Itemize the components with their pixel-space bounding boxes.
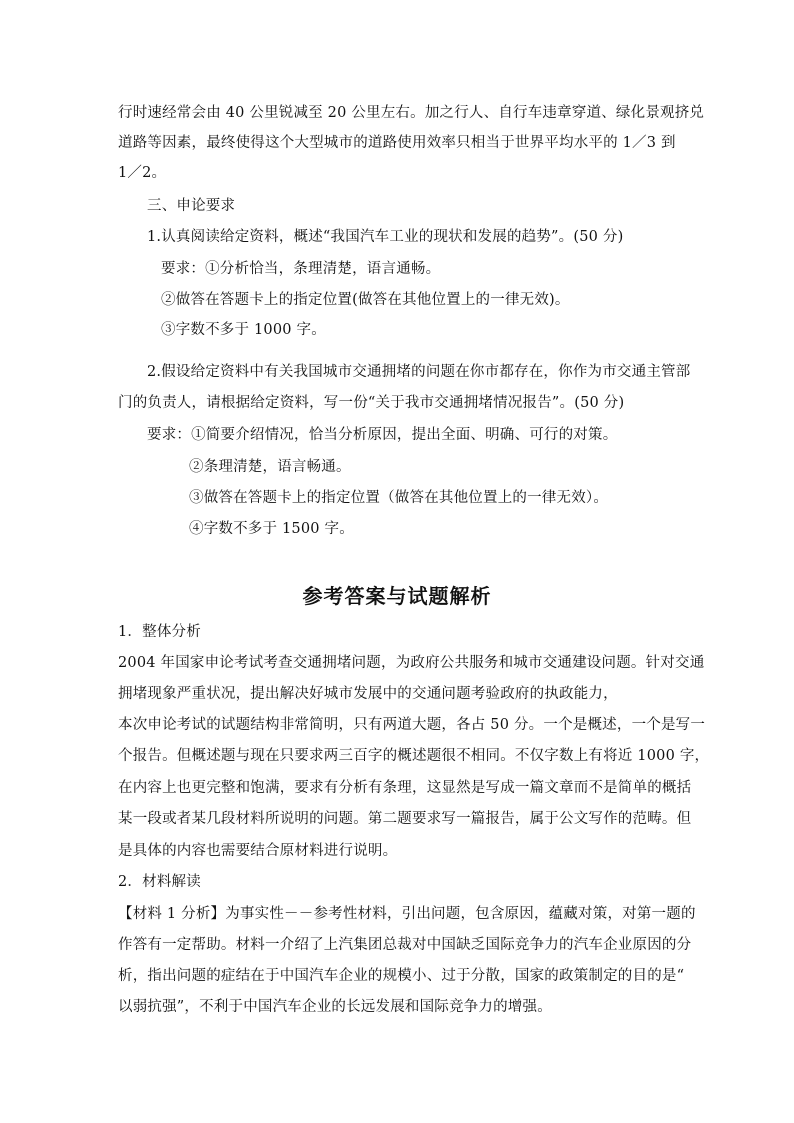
requirement-line: 要求：①简要介绍情况，恰当分析原因，提出全面、明确、可行的对策。 (147, 427, 618, 443)
paragraph-line: 本次申论考试的试题结构非常简明，只有两道大题，各占 50 分。一个是概述，一个是写一 (118, 717, 706, 733)
subsection-heading: 2．材料解读 (118, 874, 201, 890)
paragraph-line: 个报告。但概述题与现在只要求两三百字的概述题很不相同。不仅字数上有将近 1000 字， (118, 748, 710, 764)
paragraph-line: 在内容上也更完整和饱满，要求有分析有条理，这显然是写成一篇文章而不是简单的概括 (118, 780, 692, 796)
answer-title: 参考答案与试题解析 (302, 584, 492, 608)
paragraph-line: 某一段或者某几段材料所说明的问题。第二题要求写一篇报告，属于公文写作的范畴。但 (118, 811, 692, 827)
question-2-continued: 门的负责人，请根据给定资料，写一份“关于我市交通拥堵情况报告”。(50 分) (118, 395, 625, 411)
paragraph-line: 1／2。 (118, 165, 167, 181)
requirement-line: ④字数不多于 1500 字。 (189, 521, 354, 537)
requirement-line: ②条理清楚，语言畅通。 (189, 459, 351, 475)
subsection-heading: 1．整体分析 (118, 624, 201, 640)
paragraph-line: 道路等因素，最终使得这个大型城市的道路使用效率只相当于世界平均水平的 1／3 到 (118, 135, 676, 151)
paragraph-line: 2004 年国家申论考试考查交通拥堵问题，为政府公共服务和城市交通建设问题。针对交通 (118, 655, 705, 671)
paragraph-line: 析，指出问题的症结在于中国汽车企业的规模小、过于分散，国家的政策制定的目的是“ (118, 968, 685, 984)
paragraph-line: 是具体的内容也需要结合原材料进行说明。 (118, 843, 398, 859)
requirement-line: ③字数不多于 1000 字。 (161, 322, 326, 338)
question-2: 2.假设给定资料中有关我国城市交通拥堵的问题在你市都存在，你作为市交通主管部 (147, 364, 691, 380)
paragraph-line: 【材料 1 分析】为事实性－－参考性材料，引出问题，包含原因，蕴藏对策，对第一题的 (118, 906, 696, 922)
question-1: 1.认真阅读给定资料，概述“我国汽车工业的现状和发展的趋势”。(50 分) (147, 229, 624, 245)
paragraph-line: 拥堵现象严重状况，提出解决好城市发展中的交通问题考验政府的执政能力， (118, 686, 618, 702)
requirement-line: 要求：①分析恰当，条理清楚，语言通畅。 (161, 261, 441, 277)
requirement-line: ③做答在答题卡上的指定位置（做答在其他位置上的一律无效）。 (189, 490, 609, 506)
requirement-line: ②做答在答题卡上的指定位置(做答在其他位置上的一律无效)。 (161, 292, 570, 308)
paragraph-line: 行时速经常会由 40 公里锐减至 20 公里左右。加之行人、自行车违章穿道、绿化景观挤兑 (118, 105, 705, 121)
paragraph-line: 作答有一定帮助。材料一介绍了上汽集团总裁对中国缺乏国际竞争力的汽车企业原因的分 (118, 937, 692, 953)
paragraph-line: 以弱抗强”，不利于中国汽车企业的长远发展和国际竞争力的增强。 (118, 999, 552, 1015)
section-heading: 三、申论要求 (147, 198, 236, 214)
